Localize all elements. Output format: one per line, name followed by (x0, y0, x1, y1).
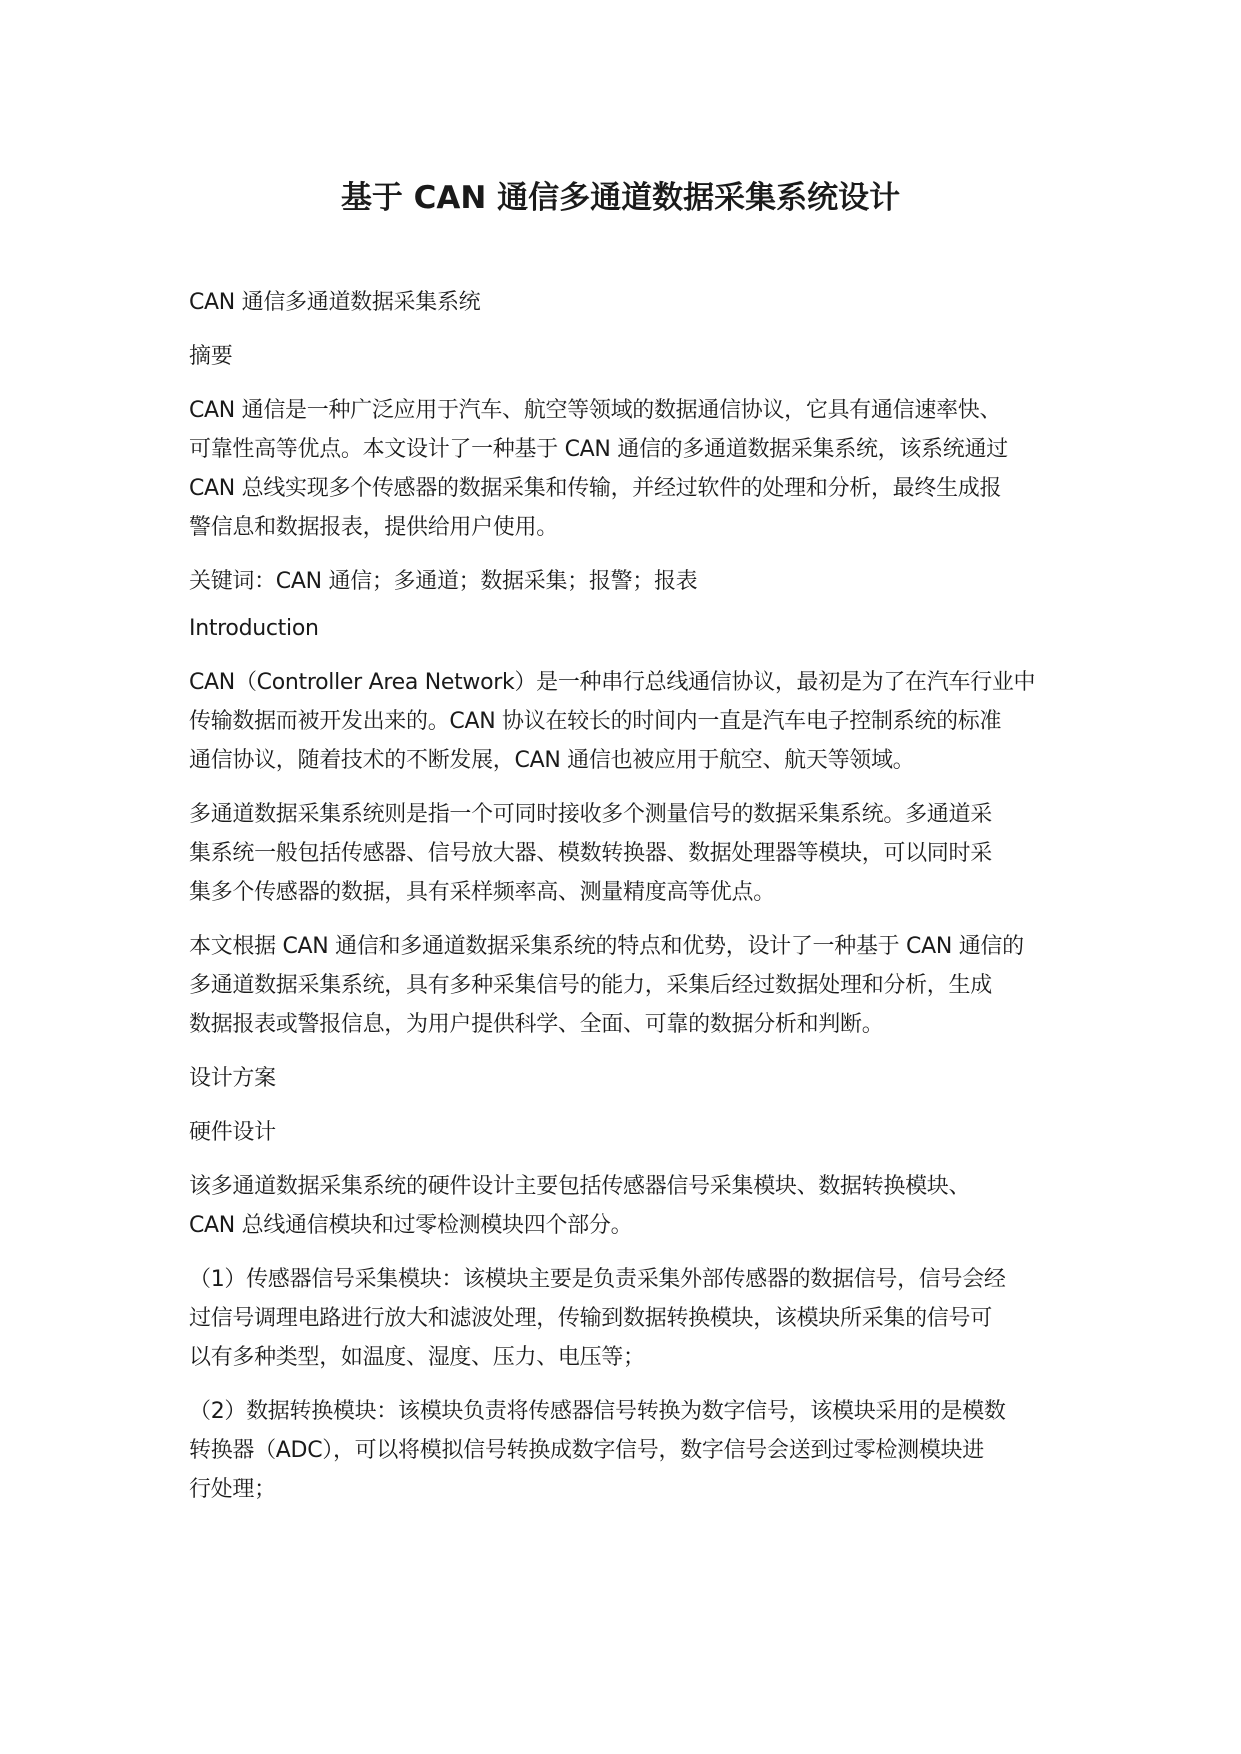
abstract-heading: 摘要 (189, 344, 233, 369)
keywords-paragraph: 关键词：CAN 通信；多通道；数据采集；报警；报表 (189, 569, 698, 594)
intro-paragraph-2: 多通道数据采集系统则是指一个可同时接收多个测量信号的数据采集系统。多通道采 集系统一般包括传感器、信号放大器、模数转换器、数据处理器等模块，可以同时采 集多个传感器的数据，具有采样频率高、测量精度高等优点。 (189, 802, 992, 905)
document-body (189, 283, 1059, 1509)
module-paragraph-2: （2）数据转换模块：该模块负责将传感器信号转换为数字信号，该模块采用的是模数 转换器（ADC），可以将模拟信号转换成数字信号，数字信号会送到过零检测模块进 行处理； (189, 1399, 1006, 1502)
design-scheme-heading: 设计方案 (189, 1066, 276, 1091)
hardware-paragraph: 该多通道数据采集系统的硬件设计主要包括传感器信号采集模块、数据转换模块、 CAN 总线通信模块和过零检测模块四个部分。 (189, 1174, 971, 1238)
intro-paragraph-3: 本文根据 CAN 通信和多通道数据采集系统的特点和优势，设计了一种基于 CAN 通信的 多通道数据采集系统，具有多种采集信号的能力，采集后经过数据处理和分析，生成 数据报表或警报信息，为用户提供科学、全面、可靠的数据分析和判断。 (189, 934, 1024, 1037)
subtitle-paragraph: CAN 通信多通道数据采集系统 (189, 290, 481, 315)
document-title: 基于 CAN 通信多通道数据采集系统设计 (340, 180, 901, 216)
module-paragraph-1: （1）传感器信号采集模块：该模块主要是负责采集外部传感器的数据信号，信号会经 过信号调理电路进行放大和滤波处理，传输到数据转换模块，该模块所采集的信号可 以有多种类型，如温度、湿度、压力、电压等； (189, 1267, 1006, 1370)
hardware-design-heading: 硬件设计 (189, 1120, 276, 1145)
abstract-paragraph: CAN 通信是一种广泛应用于汽车、航空等领域的数据通信协议，它具有通信速率快、 可靠性高等优点。本文设计了一种基于 CAN 通信的多通道数据采集系统，该系统通过 CAN 总线实现多个传感器的数据采集和传输，并经过软件的处理和分析，最终生成报 警信息和数据报表，提供给用户使用。 (189, 398, 1008, 540)
intro-paragraph-1: CAN（Controller Area Network）是一种串行总线通信协议，最初是为了在汽车行业中 传输数据而被开发出来的。CAN 协议在较长的时间内一直是汽车电子控制系统的标准 通信协议，随着技术的不断发展，CAN 通信也被应用于航空、航天等领域。 (189, 670, 1036, 773)
introduction-heading: Introduction (189, 616, 319, 641)
